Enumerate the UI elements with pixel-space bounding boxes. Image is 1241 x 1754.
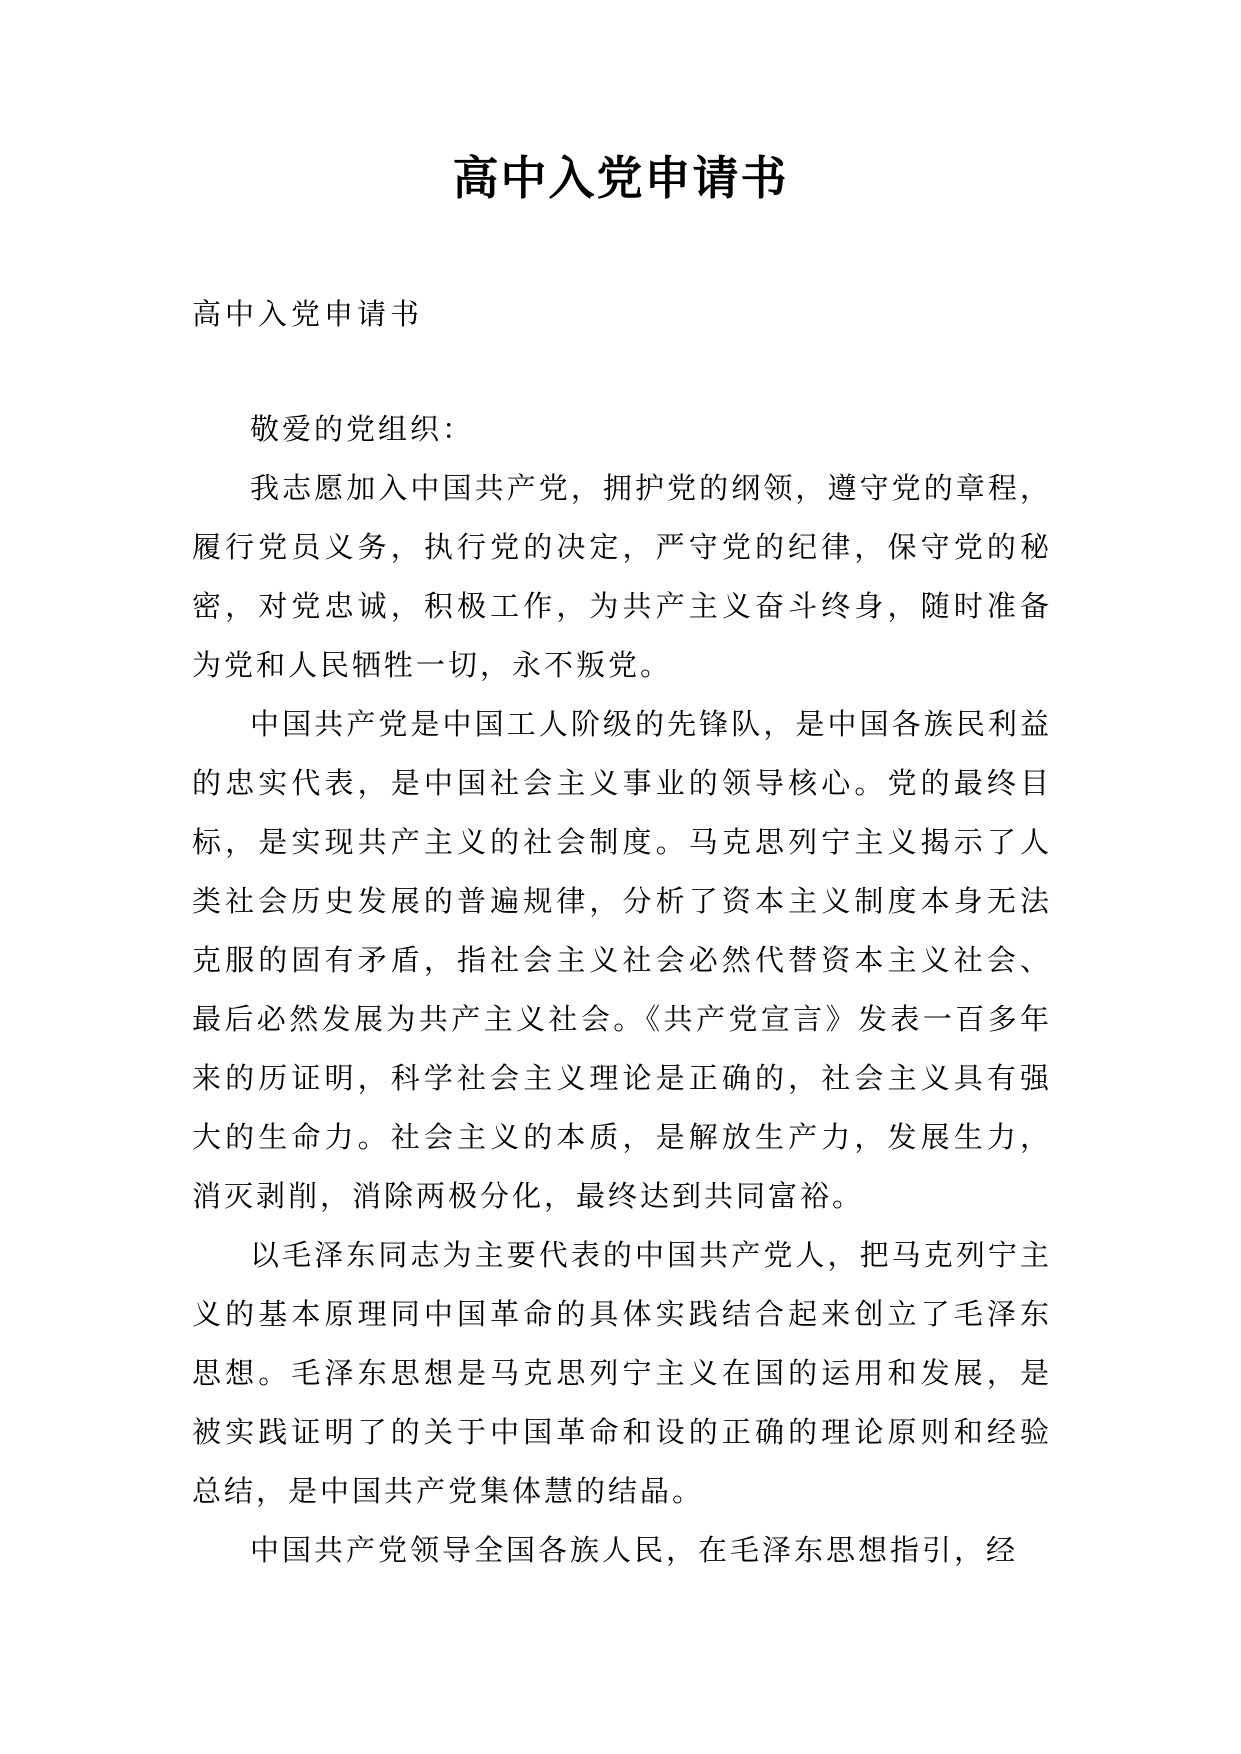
document-body xyxy=(192,400,1052,1580)
paragraph-leadership: 中国共产党领导全国各族人民，在毛泽东思想指引，经 xyxy=(250,1533,1019,1567)
paragraph-mao-thought: 以毛泽东同志为主要代表的中国共产党人，把马克列宁主义的基本原理同中国革命的具体实践结合起来创立了毛泽东思想。毛泽东思想是马克思列宁主义在国的运用和发展，是被实践证明了的关于中国革命和设的正确的理论原则和经验总结，是中国共产党集体慧的结晶。 xyxy=(192,1238,1052,1508)
document-title: 高中入党申请书 xyxy=(452,151,789,205)
salutation: 敬爱的党组织： xyxy=(250,412,475,446)
paragraph-party-nature: 中国共产党是中国工人阶级的先锋队，是中国各族民利益的忠实代表，是中国社会主义事业的领导核心。党的最终目标，是实现共产主义的社会制度。马克思列宁主义揭示了人类社会历史发展的普遍规律，分析了资本主义制度本身无法克服的固有矛盾，指社会主义社会必然代替资本主义社会、最后必然发展为共产主义社会。《共产党宣言》发表一百多年来的历证明，科学社会主义理论是正确的，社会主义具有强大的生命力。社会主义的本质，是解放生产力，发展生力，消灭剥削，消除两极分化，最终达到共同富裕。 xyxy=(192,707,1052,1213)
paragraph-pledge: 我志愿加入中国共产党，拥护党的纲领，遵守党的章程，履行党员义务，执行党的决定，严守党的纪律，保守党的秘密，对党忠诚，积极工作，为共产主义奋斗终身，随时准备为党和人民牺牲一切，永不叛党。 xyxy=(192,471,1052,682)
document-subtitle: 高中入党申请书 xyxy=(192,297,424,331)
